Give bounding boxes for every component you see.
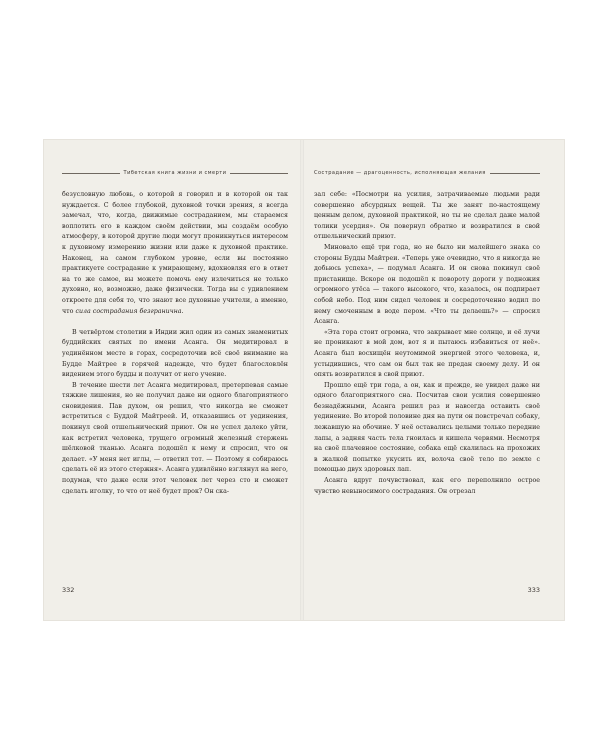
header-rule bbox=[62, 173, 120, 174]
paragraph: Асанга вдруг почувствовал, как его переполнило острое чувство невыносимого сострадания. Он отрезал bbox=[314, 477, 540, 495]
emphasis: сила сострадания безгранична bbox=[75, 307, 182, 315]
right-body-text bbox=[314, 190, 540, 497]
book-spread bbox=[44, 140, 564, 620]
header-rule bbox=[230, 173, 288, 174]
running-head-right bbox=[314, 170, 540, 176]
running-head-title: Тибетская книга жизни и смерти bbox=[123, 170, 227, 176]
paragraph: зал себе: «Посмотри на усилия, затрачиваемые людьми ради совершенно абсурдных вещей. Ты же занят по-настоящему ценным делом, духовной практикой, но ты не сделал даже малой толики усердия». Он повернул обратно и возвратился в свой отшельнический приют. bbox=[314, 191, 540, 241]
page-number-left: 332 bbox=[62, 586, 75, 594]
header-rule bbox=[490, 173, 540, 174]
paragraph: Прошло ещё три года, а он, как и прежде, не увидел даже ни одного благоприятного сна. Посчитав свои усилия совершенно безнадёжными, Асанга решил раз и навсегда оставить своё уединение. Во второй половине дня на пути он повстречал собаку, лежавшую на обочине. У неё оставались целыми только передние лапы, а задняя часть тела гноилась и кишела червями. Несмотря на своё плачевное состояние, собака ещё скалилась на прохожих в жалкой попытке укусить их, волоча своё тело по земле с помощью двух здоровых лап. bbox=[314, 381, 540, 474]
running-head-title: Сострадание — драгоценность, исполняющая желания bbox=[314, 170, 486, 176]
book-gutter bbox=[300, 140, 304, 620]
paragraph: безусловную любовь, о которой я говорил и в которой он так нуждается. С более глубокой, духовной точки зрения, я всегда замечал, что, когда, движимые состраданием, мы стараемся воплотить его в каждом своём действии, мы создаём особую атмосферу, в которой другие люди могут проникнуться интересом к духовному измерению жизни или даже к духовной практике. Наконец, на самом глубоком уровне, если вы постоянно практикуете сострадание к умирающему, вдохновляя его в ответ на то же самое, вы можете помочь ему излечиться не только духовно, но, возможно, даже физически. Тогда вы с удивлением откроете для себя то, что знают все духовные учители, а именно, что сила сострадания безгранична. bbox=[62, 191, 288, 315]
paragraph: В четвёртом столетии в Индии жил один из самых знаменитых буддийских святых по имени Асанга. Он медитировал в уединённом месте в горах, сосредоточив всё своё внимание на Будде Майтрее в горячей надежде, что будет благословлён видением этого будды и получит от него учение. bbox=[62, 328, 288, 379]
right-page bbox=[314, 140, 540, 620]
paragraph: Миновало ещё три года, но не было ни малейшего знака со стороны Будды Майтреи. «Теперь уже очевидно, что я никогда не добьюсь успеха», — подумал Асанга. И он снова покинул своё пристанище. Вскоре он подошёл к повороту дороги у подножия огромного утёса — такого высокого, что, казалось, он подпирает собой небо. Под ним сидел человек и сосредоточенно водил по нему смоченным в воде пером. «Что ты делаешь?» — спросил Асанга. bbox=[314, 243, 540, 326]
left-body-text bbox=[62, 190, 288, 497]
paragraph: В течение шести лет Асанга медитировал, претерпевая самые тяжкие лишения, но не получил даже ни одного благоприятного сновидения. Пав духом, он решил, что никогда не сможет встретиться с Буддой Майтреей. И, отказавшись от уединения, покинул свой отшельнический приют. Он не успел далеко уйти, как встретил человека, трущего огромный железный стержень шёлковой тканью. Асанга подошёл к нему и спросил, что он делает. «У меня нет иглы, — ответил тот. — Поэтому я собираюсь сделать её из этого стержня». Асанга удивлённо взглянул на него, подумав, что даже если этот человек лет через сто и сможет сделать иголку, то что от неё будет прок? Он ска- bbox=[62, 381, 288, 495]
left-page bbox=[62, 140, 288, 620]
running-head-left bbox=[62, 170, 288, 176]
paragraph: «Эта гора стоит огромна, что закрывает мне солнце, и её лучи не проникают в мой дом, вот я и пытаюсь избавиться от неё». Асанга был восхищён неутомимой энергией этого человека, и, устыдившись, что сам он был так не предан своему делу. И он опять возвратился в свой приют. bbox=[314, 328, 540, 379]
page-number-right: 333 bbox=[527, 586, 540, 594]
